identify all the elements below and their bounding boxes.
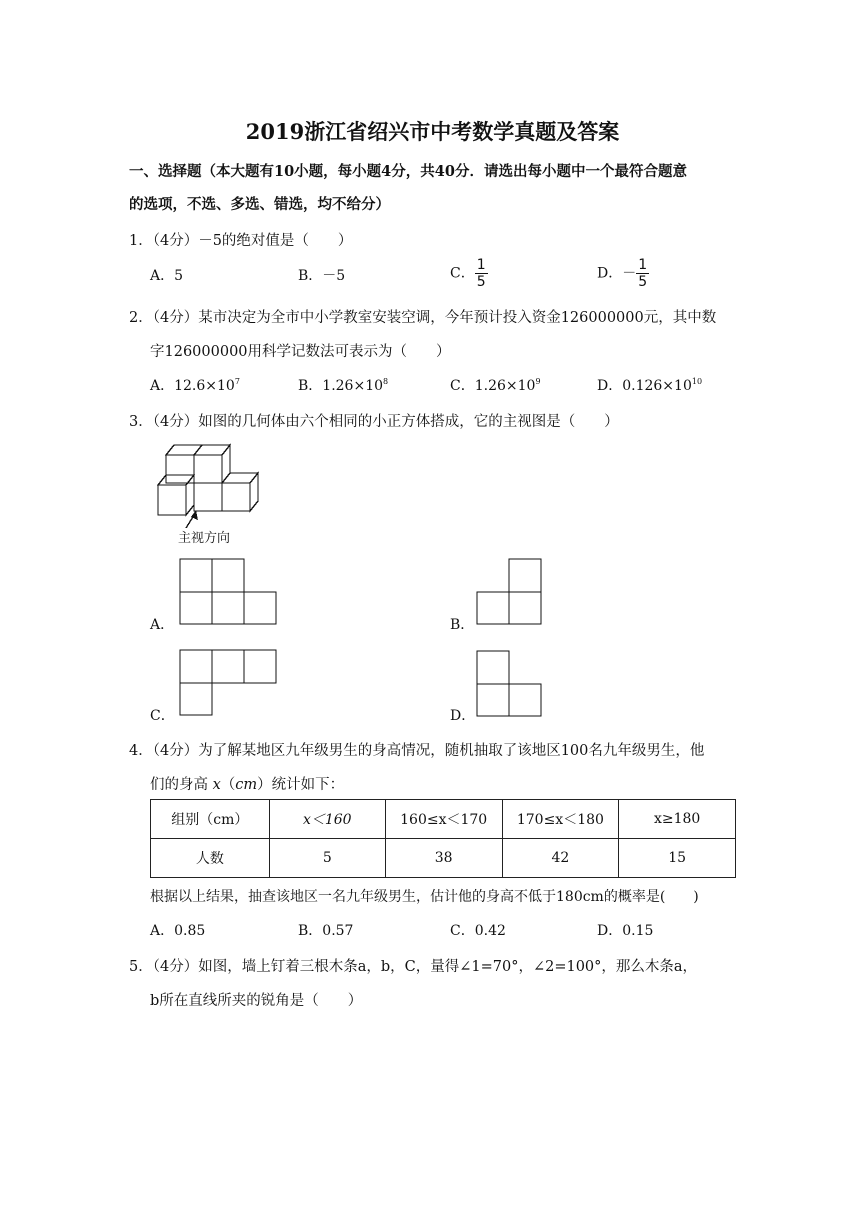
q1-option-c-fraction: $\frac{1}{5}$	[476, 257, 486, 290]
q1-option-a: A．5	[150, 268, 184, 284]
q2-option-a: A．$12.6\times 10^7$	[150, 377, 240, 394]
q1-option-d: D．－ $\frac{1}{5}$	[597, 257, 648, 290]
q4-height-table	[150, 799, 736, 878]
table-header-row	[151, 800, 736, 839]
q4-option-a: A．0.85	[150, 923, 206, 939]
q4-stem-line1: 4．（4分）为了解某地区九年级男生的身高情况，随机抽取了该地区100名九年级男生，他	[129, 743, 705, 759]
q3-option-b: B．	[450, 617, 475, 633]
q3-option-c-figure	[178, 648, 280, 718]
q1-option-d-fraction: $\frac{1}{5}$	[638, 257, 648, 290]
table-cell: 15	[619, 839, 736, 878]
q1-stem: 1．（4分）－5的绝对值是（ ）	[129, 233, 353, 249]
table-cell: 人数	[151, 839, 270, 878]
q3-figure-label: 主视方向	[178, 531, 231, 546]
q3-option-c: C．	[150, 708, 175, 724]
q3-option-a: A．	[150, 617, 175, 633]
q5-stem-line2: b所在直线所夹的锐角是（ ）	[150, 993, 363, 1009]
table-cell: 42	[502, 839, 619, 878]
q3-cube-figure	[150, 440, 270, 530]
table-cell: 38	[385, 839, 502, 878]
table-cell: 组别（cm）	[151, 800, 270, 839]
q1-option-b: B．－5	[298, 268, 346, 284]
table-row	[151, 839, 736, 878]
q4-option-d: D．0.15	[597, 923, 654, 939]
q4-option-b: B．0.57	[298, 923, 354, 939]
page-title: 2019浙江省绍兴市中考数学真题及答案	[245, 119, 620, 144]
q2-option-c: C．$1.26\times 10^9$	[450, 377, 541, 394]
q3-option-a-figure	[178, 557, 280, 627]
q3-option-b-figure	[475, 557, 545, 627]
section-heading-line2: 的选项，不选、多选、错选，均不给分）	[129, 196, 390, 213]
q2-option-d: D．$0.126\times 10^{10}$	[597, 377, 703, 394]
q4-question: 根据以上结果，抽查该地区一名九年级男生，估计他的身高不低于180cm的概率是( )	[150, 889, 699, 905]
table-cell: x≥180	[619, 800, 736, 839]
table-cell: 160≤x＜170	[385, 800, 502, 839]
table-cell: x＜160	[269, 800, 385, 839]
q1-option-c: C． $\frac{1}{5}$	[450, 257, 486, 290]
q3-stem: 3．（4分）如图的几何体由六个相同的小正方体搭成，它的主视图是（ ）	[129, 414, 619, 430]
section-heading-line1: 一、选择题（本大题有10小题，每小题4分，共40分．请选出每小题中一个最符合题意	[129, 163, 687, 180]
q5-stem-line1: 5．（4分）如图，墙上钉着三根木条a，b，C，量得∠1=70°，∠2=100°，那么木条a，	[129, 959, 698, 975]
q4-stem-line2: 们的身高 x（cm）统计如下：	[150, 777, 345, 793]
q3-option-d-figure	[475, 649, 545, 719]
q4-option-c: C．0.42	[450, 923, 506, 939]
q3-option-d: D．	[450, 708, 476, 724]
q2-stem-line2: 字126000000用科学记数法可表示为（ ）	[150, 344, 451, 360]
q2-stem-line1: 2．（4分）某市决定为全市中小学教室安装空调，今年预计投入资金126000000元，其中数	[129, 310, 717, 326]
table-cell: 5	[269, 839, 385, 878]
q2-option-b: B．$1.26\times 10^8$	[298, 377, 389, 394]
table-cell: 170≤x＜180	[502, 800, 619, 839]
